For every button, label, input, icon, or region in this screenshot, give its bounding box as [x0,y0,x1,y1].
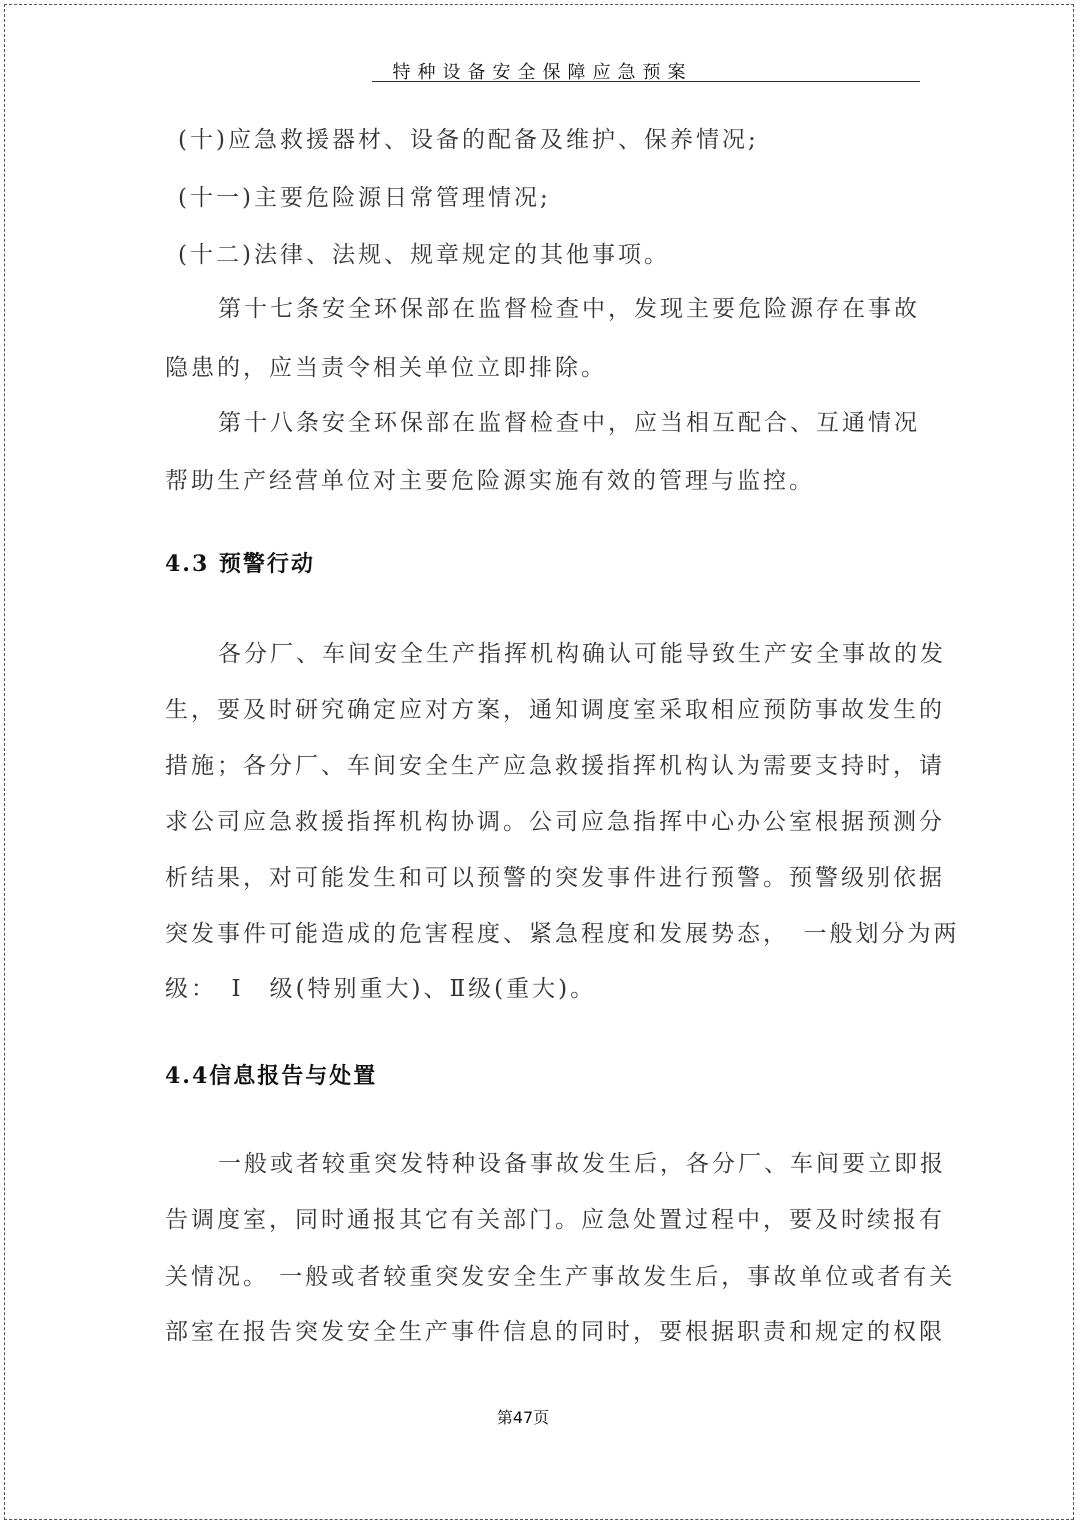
running-header-title: 特种设备安全保障应急预案 [392,62,693,83]
paragraph-line: 一般或者较重突发特种设备事故发生后，各分厂、车间要立即报 [218,1151,946,1177]
list-item: (十二)法律、法规、规章规定的其他事项。 [178,242,670,268]
section-heading-4-3: 4.3 预警行动 [165,551,315,577]
paragraph-line: 各分厂、车间安全生产指挥机构确认可能导致生产安全事故的发 [218,641,946,667]
paragraph-line: 部室在报告突发安全生产事件信息的同时，要根据职责和规定的权限 [165,1319,945,1345]
header-rule [372,81,920,82]
list-item: (十一)主要危险源日常管理情况; [178,185,551,211]
article-18-line-1: 第十八条安全环保部在监督检查中，应当相互配合、互通情况 [218,410,920,436]
paragraph-line: 生，要及时研究确定应对方案，通知调度室采取相应预防事故发生的 [165,697,945,723]
list-item: (十)应急救援器材、设备的配备及维护、保养情况; [178,127,759,153]
section-heading-4-4: 4.4信息报告与处置 [165,1063,378,1089]
paragraph-line: 析结果，对可能发生和可以预警的突发事件进行预警。预警级别依据 [165,865,945,891]
article-17-line-1: 第十七条安全环保部在监督检查中，发现主要危险源存在事故 [218,296,920,322]
article-18-line-2: 帮助生产经营单位对主要危险源实施有效的管理与监控。 [165,468,815,494]
paragraph-line: 级： Ⅰ 级(特别重大)、Ⅱ级(重大)。 [165,976,597,1002]
paragraph-line: 措施；各分厂、车间安全生产应急救援指挥机构认为需要支持时，请 [165,753,945,779]
page-number: 第47页 [496,1408,550,1427]
paragraph-line: 告调度室，同时通报其它有关部门。应急处置过程中，要及时续报有 [165,1207,945,1233]
article-17-line-2: 隐患的，应当责令相关单位立即排除。 [165,355,607,381]
paragraph-line: 求公司应急救援指挥机构协调。公司应急指挥中心办公室根据预测分 [165,809,945,835]
paragraph-line: 突发事件可能造成的危害程度、紧急程度和发展势态， 一般划分为两 [165,921,960,947]
paragraph-line: 关情况。 一般或者较重突发安全生产事故发生后，事故单位或者有关 [165,1264,956,1290]
